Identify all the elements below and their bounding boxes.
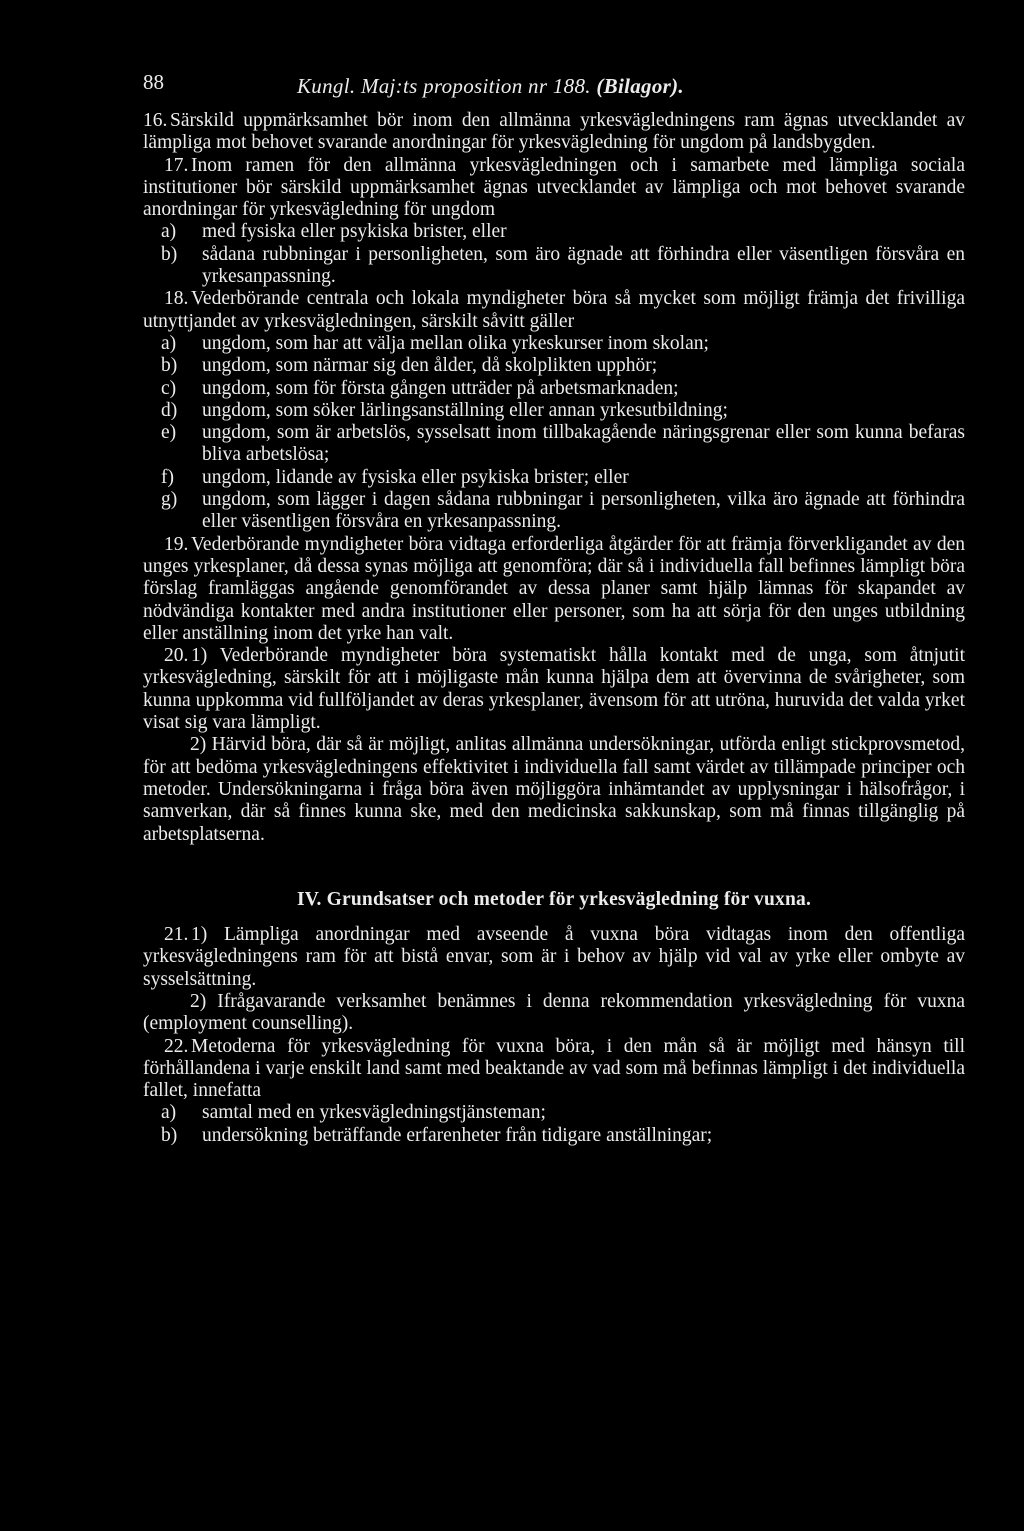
paragraph-number: 16.: [143, 110, 168, 131]
paragraph-number: 20.: [164, 645, 189, 667]
list-label: a): [161, 332, 177, 354]
list-label: g): [161, 489, 178, 511]
list-item: [143, 378, 965, 400]
paragraph-text: 1) Vederbörande myndigheter böra systematiskt hålla kontakt med de unga, som åtnjutit yrkesvägledning, särskilt för att i möjligaste mån kunna hjälpa dem att övervinna de svårigheter, som kunna uppkomma vid fullföljandet av deras yrkesplaner, ävensom för att utröna, huruvida det valda yrket visat sig vara lämpligt.: [143, 645, 965, 734]
paragraph-20-part-2: 2) Härvid böra, där så är möjligt, anlitas allmänna undersökningar, utförda enligt stickprovsmetod, för att bedöma yrkesvägledningens effektivitet i individuella fall samt värdet av tillämpade principer och metoder. Undersökningarna i fråga böra även möjliggöra inhämtandet av upplysningar i hälsofrågor, i samverkan, där så finnes kunna ske, med den medicinska sakkunskap, som må finnas tillgänglig på arbetsplatserna.: [143, 734, 965, 845]
running-title-bilagor: (Bilagor).: [596, 74, 684, 98]
paragraph-text: Inom ramen för den allmänna yrkesvägledningen och i samarbete med lämpliga sociala institutioner bör särskild uppmärksamhet ägnas utvecklandet av lämpliga och mot behovet svarande anordningar för yrkesvägledning för ungdom: [143, 154, 965, 221]
list-item: [143, 333, 965, 355]
page-header: [143, 70, 965, 110]
list-text: ungdom, som lägger i dagen sådana rubbningar i personligheten, vilka äro ägnade att förhindra eller väsentligen försvåra en yrkesanpassning.: [202, 489, 965, 533]
paragraph-number: 21.: [164, 924, 189, 946]
paragraph-number: 17.: [164, 154, 189, 176]
list-text: ungdom, som närmar sig den ålder, då skolplikten upphör;: [202, 355, 658, 377]
paragraph-21: [143, 924, 965, 991]
list-text: ungdom, som söker lärlingsanställning eller annan yrkesutbildning;: [202, 399, 728, 421]
list-item: [143, 355, 965, 377]
list-item: [143, 400, 965, 422]
paragraph-number: 19.: [164, 533, 189, 555]
paragraph-text: Särskild uppmärksamhet bör inom den allmänna yrkesvägledningens ram ägnas utvecklandet av lämpliga mot behovet svarande anordningar för yrkesvägledning för ungdom på landsbygden.: [143, 110, 965, 154]
paragraph-text: Vederbörande centrala och lokala myndigheter böra så mycket som möjligt främja det frivilliga utnyttjandet av yrkesvägledningen, särskilt såvitt gäller: [143, 288, 965, 332]
page-number: 88: [143, 70, 164, 94]
paragraph-number: 22.: [164, 1035, 189, 1057]
list-text: ungdom, som har att välja mellan olika yrkeskurser inom skolan;: [202, 332, 709, 354]
paragraph-21-part-2: 2) Ifrågavarande verksamhet benämnes i denna rekommendation yrkesvägledning för vuxna (employment counselling).: [143, 990, 965, 1035]
list-item: [143, 467, 965, 489]
list-text: ungdom, som är arbetslös, sysselsatt inom tillbakagående näringsgrenar eller som kunna befaras bliva arbetslösa;: [202, 422, 965, 466]
paragraph-text: 1) Lämpliga anordningar med avseende å vuxna böra vidtagas inom den offentliga yrkesvägledningens ram för att bistå envar, som är i behov av hjälp vid val av yrke eller ombyte av sysselsättning.: [143, 924, 965, 990]
list-label: f): [161, 466, 174, 488]
list-label: e): [161, 422, 177, 444]
paragraph-17: [143, 155, 965, 222]
running-title-text: Kungl. Maj:ts proposition nr 188.: [297, 74, 591, 98]
list-text: samtal med en yrkesvägledningstjänsteman;: [202, 1102, 546, 1124]
list-label: d): [161, 399, 178, 421]
list-text: ungdom, som för första gången utträder på arbetsmarknaden;: [202, 377, 679, 399]
list-label: a): [161, 221, 177, 243]
list-text: undersökning beträffande erfarenheter från tidigare anställningar;: [202, 1124, 713, 1146]
section-heading: IV. Grundsatser och metoder för yrkesvägledning för vuxna.: [296, 888, 812, 910]
list-label: a): [161, 1102, 177, 1124]
list-item: [143, 422, 965, 467]
list-item: [143, 1125, 965, 1147]
paragraph-16: [143, 110, 965, 155]
list-text: sådana rubbningar i personligheten, som äro ägnade att förhindra eller väsentligen försvåra en yrkesanpassning.: [202, 243, 965, 288]
paragraph-number: 18.: [164, 288, 189, 310]
list-text: med fysiska eller psykiska brister, eller: [202, 221, 507, 243]
paragraph-18: [143, 288, 965, 333]
list-item: [143, 221, 965, 243]
paragraph-text: Metoderna för yrkesvägledning för vuxna böra, i den mån så är möjligt med hänsyn till förhållandena i varje enskilt land samt med beaktande av vad som må befinnas lämpligt i det individuella fallet, innefatta: [143, 1035, 965, 1102]
list-label: b): [161, 355, 178, 377]
list-item: [143, 244, 965, 289]
document-body: [143, 110, 965, 1147]
paragraph-19: [143, 534, 965, 645]
list-text: ungdom, lidande av fysiska eller psykiska brister; eller: [202, 466, 629, 488]
list-label: b): [161, 243, 178, 265]
list-label: b): [161, 1124, 178, 1146]
running-title: [297, 74, 684, 99]
document-page: [143, 70, 965, 1147]
list-item: [143, 489, 965, 534]
list-item: [143, 1102, 965, 1124]
paragraph-22: [143, 1036, 965, 1103]
list-label: c): [161, 377, 177, 399]
paragraph-20: [143, 645, 965, 734]
paragraph-text: Vederbörande myndigheter böra vidtaga erforderliga åtgärder för att främja förverkligandet av den unges yrkesplaner, då dessa synas möjliga att genomföra; där så i individuella fall befinnes lämpligt böra förslag framläggas angående genomförandet av dessa planer samt hjälp lämnas för skapandet av nödvändiga kontakter med andra institutioner eller personer, som ha att sörja för den unges utbildning eller anställning inom det yrke han valt.: [143, 533, 965, 644]
